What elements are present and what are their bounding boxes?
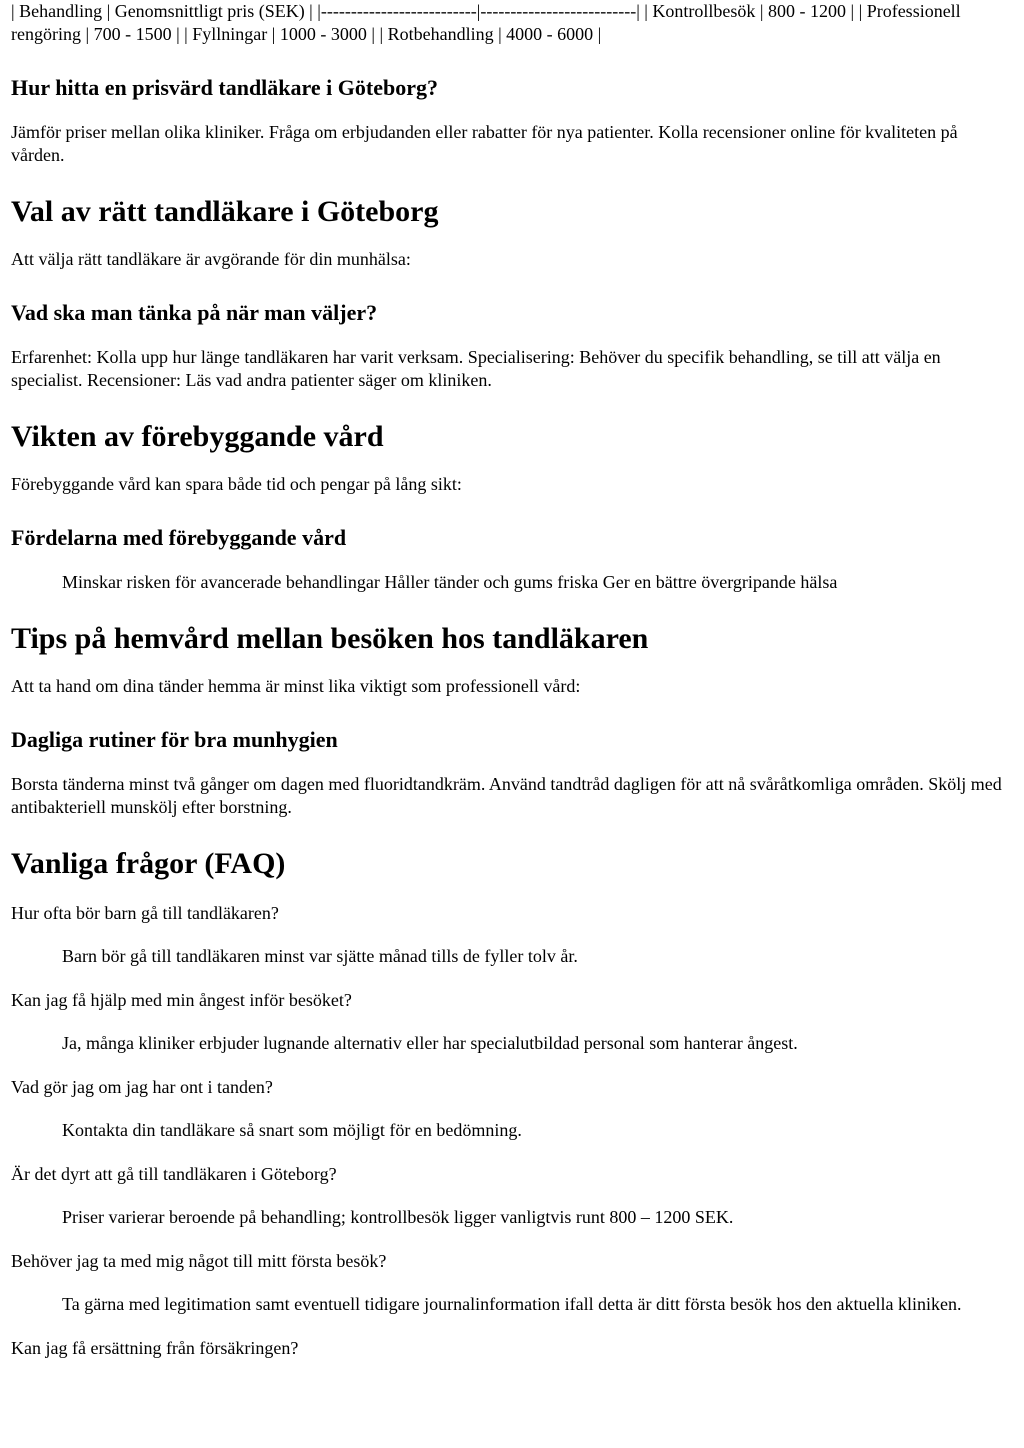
preventive-benefits-list: Minskar risken för avancerade behandlingar Håller tänder och gums friska Ger en bättre övergripande hälsa bbox=[62, 572, 838, 592]
faq-question: Kan jag få ersättning från försäkringen? bbox=[11, 1338, 299, 1358]
faq-list bbox=[11, 902, 1013, 1360]
what-to-consider-text: Erfarenhet: Kolla upp hur länge tandläkaren har varit verksam. Specialisering: Behöver du specifik behandling, se till att välja en specialist. Recensioner: Läs vad andra patienter säger om kliniken. bbox=[11, 347, 941, 390]
faq-question: Hur ofta bör barn gå till tandläkaren? bbox=[11, 903, 279, 923]
home-care-intro: Att ta hand om dina tänder hemma är minst lika viktigt som professionell vård: bbox=[11, 676, 581, 696]
faq-answer: Kontakta din tandläkare så snart som möjligt för en bedömning. bbox=[62, 1120, 522, 1140]
faq-answer: Ja, många kliniker erbjuder lugnande alternativ eller har specialutbildad personal som hanterar ångest. bbox=[62, 1033, 798, 1053]
faq-question: Behöver jag ta med mig något till mitt första besök? bbox=[11, 1251, 387, 1271]
choose-dentist-heading: Val av rätt tandläkare i Göteborg bbox=[11, 195, 439, 228]
faq-question: Kan jag få hjälp med min ångest inför besöket? bbox=[11, 990, 352, 1010]
affordable-dentist-text: Jämför priser mellan olika kliniker. Fråga om erbjudanden eller rabatter för nya patienter. Kolla recensioner online för kvaliteten på vården. bbox=[11, 122, 958, 165]
faq-heading: Vanliga frågor (FAQ) bbox=[11, 847, 286, 880]
faq-question: Vad gör jag om jag har ont i tanden? bbox=[11, 1077, 273, 1097]
preventive-benefits-heading: Fördelarna med förebyggande vård bbox=[11, 525, 347, 550]
faq-answer: Barn bör gå till tandläkaren minst var sjätte månad tills de fyller tolv år. bbox=[62, 946, 578, 966]
faq-answer: Ta gärna med legitimation samt eventuell tidigare journalinformation ifall detta är ditt första besök hos den aktuella kliniken. bbox=[62, 1294, 962, 1314]
preventive-care-intro: Förebyggande vård kan spara både tid och pengar på lång sikt: bbox=[11, 474, 462, 494]
faq-question: Är det dyrt att gå till tandläkaren i Göteborg? bbox=[11, 1164, 337, 1184]
home-care-heading: Tips på hemvård mellan besöken hos tandläkaren bbox=[11, 622, 649, 655]
preventive-care-heading: Vikten av förebyggande vård bbox=[11, 420, 384, 453]
price-table-text: | Behandling | Genomsnittligt pris (SEK) | |--------------------------|--------------------------| | Kontrollbesök | 800 - 1200 | | Professionell rengöring | 700 - 1500 | | Fyllningar | 1000 - 3000 | | Rotbehandling | 4000 - 6000 | bbox=[11, 1, 961, 44]
affordable-dentist-heading: Hur hitta en prisvärd tandläkare i Göteborg? bbox=[11, 75, 438, 100]
choose-dentist-intro: Att välja rätt tandläkare är avgörande för din munhälsa: bbox=[11, 249, 411, 269]
what-to-consider-heading: Vad ska man tänka på när man väljer? bbox=[11, 300, 378, 325]
faq-answer: Priser varierar beroende på behandling; kontrollbesök ligger vanligtvis runt 800 – 1200 SEK. bbox=[62, 1207, 734, 1227]
daily-routines-heading: Dagliga rutiner för bra munhygien bbox=[11, 727, 338, 752]
daily-routines-text: Borsta tänderna minst två gånger om dagen med fluoridtandkräm. Använd tandtråd dagligen för att nå svåråtkomliga områden. Skölj med antibakteriell munskölj efter borstning. bbox=[11, 774, 1002, 817]
